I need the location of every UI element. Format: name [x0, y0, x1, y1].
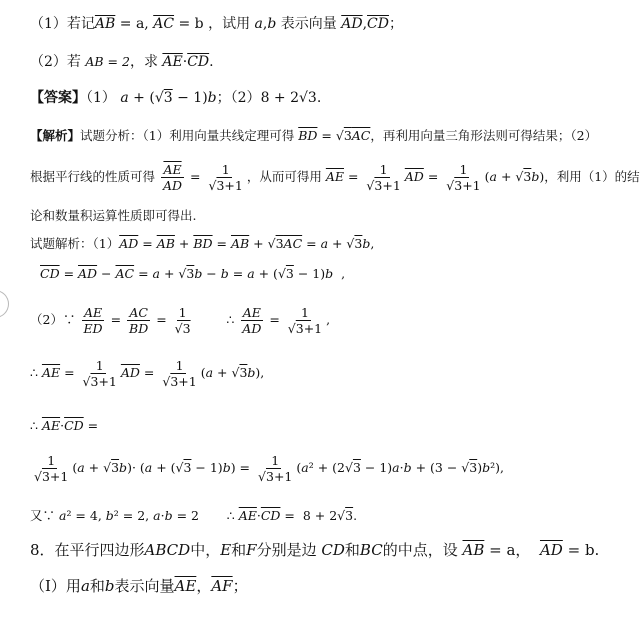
- q1-prefix: （1）若记: [30, 16, 95, 32]
- question-8-line-1: 8．在平行四边形ABCD中，E和F分别是边 CD和BC的中点，设 $\overline{AB} = a$， $\overline{AD} = b$.: [30, 541, 600, 559]
- question-2-line: （2）若 AB = 2，求 $\overline{AE}\cdot\overline{CD}$.: [30, 54, 214, 70]
- solution-line-2: $\overline{CD} = \overline{AD} - \overline{AC} = a + √3b - b = a + (√3 - 1)b$ ,: [40, 266, 346, 281]
- solution-line-5: ∴ $\overline{AE}\cdot\overline{CD}$ =: [30, 418, 99, 433]
- solution-line-6: $\frac{1}{√3+1}$ (a + √3b)· (a + (√3 − 1)b) = $\frac{1}{√3+1}$ (a² + (2√3 − 1)a·b + (3 − √3)b²),: [34, 453, 504, 484]
- solution-line-4: ∴ $\overline{AE}$ = $\frac{1}{√3+1}$ $\overline{AD}$ = $\frac{1}{√3+1}$ (a + √3b),: [30, 358, 265, 389]
- solution-line-3: （2）∵ $\frac{AE}{ED}$ = $\frac{AC}{BD}$ = $\frac{1}{√3}$ ∴ $\frac{AE}{AD}$ = $\frac{1}{√3+1}$ ,: [30, 305, 331, 336]
- answer-line: 【答案】（1） a + (√3 − 1)b；（2）8 + 2√3.: [30, 90, 322, 106]
- analysis-line-3: 论和数量积运算性质即可得出.: [30, 208, 197, 223]
- analysis-label: 【解析】: [30, 128, 81, 143]
- answer-label: 【答案】: [30, 90, 86, 106]
- solution-line-7: 又∵ a² = 4, b² = 2, a·b = 2 ∴ $\overline{AE}\cdot\overline{CD} = 8 + 2√3$.: [30, 508, 358, 523]
- analysis-line-1: 【解析】试题分析：（1）利用向量共线定理可得 $\overline{BD} = √3\overline{AC}$，再利用向量三角形法则可得结果；（2）: [30, 128, 598, 143]
- analysis-line-2: 根据平行线的性质可得 $\frac{\overline{AE}}{AD}$ = $\frac{1}{√3+1}$ ，从而可得用 $\overline{AE}$ = $\frac{1}{√3+1}$ $\overline{AD}$ = $\frac{1}{√3+1}$ (a + √3b)，利用（1）的结: [30, 162, 640, 193]
- question-1-line: （1）若记$\overline{AB} = a$, $\overline{AC} = b$ ，试用 a,b 表示向量 $\overline{AD},\overline{CD}$；: [30, 16, 403, 32]
- scroll-edge-marker: [0, 290, 9, 318]
- question-8-line-2: （Ⅰ）用a和b表示向量$\overline{AE}$，$\overline{AF}$；: [30, 577, 248, 595]
- solution-line-1: 试题解析：$(1)\overline{AD} = \overline{AB} + \overline{BD} = \overline{AB} + √3\overline{AC} = a + √3b$,: [30, 236, 375, 251]
